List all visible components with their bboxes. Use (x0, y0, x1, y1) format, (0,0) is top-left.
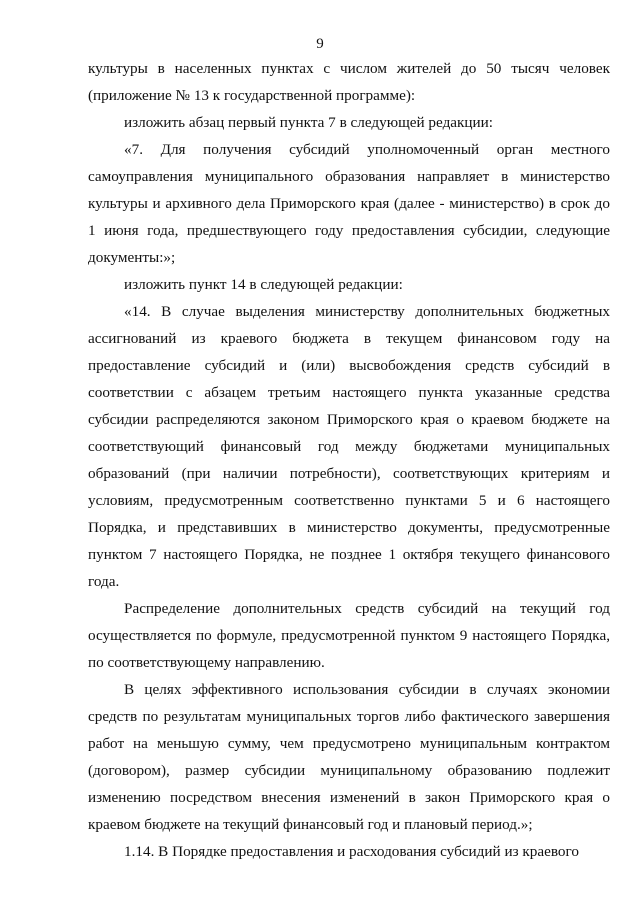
paragraph-efficiency: В целях эффективного использования субсидии в случаях экономии средств по результатам муниципальных торгов либо фактического завершения работ на меньшую сумму, чем предусмотрено муниципальным контрактом (договором), размер субсидии муниципальному образованию подлежит изменению посредством внесения изменений в закон Приморского края о краевом бюджете на текущий финансовый год и плановый период.»; (88, 681, 610, 833)
paragraph-continuation: культуры в населенных пунктах с числом жителей до 50 тысяч человек (приложение № 13 к государственной программе): (88, 60, 610, 104)
page-number: 9 (316, 36, 324, 52)
paragraph-amendment-point-14: изложить пункт 14 в следующей редакции: (124, 276, 403, 293)
document-body (88, 55, 610, 865)
paragraph-point-14-text: «14. В случае выделения министерству дополнительных бюджетных ассигнований из краевого бюджета в текущем финансовом году на предоставление субсидий и (или) высвобождения средств субсидий в соответствии с абзацем третьим настоящего пункта указанные средства субсидии распределяются законом Приморского края о краевом бюджете на соответствующий финансовый год между бюджетами муниципальных образований (при наличии потребности), соответствующих критериям и условиям, предусмотренным соответственно пунктами 5 и 6 настоящего Порядка, и представивших в министерство документы, предусмотренные пунктом 7 настоящего Порядка, не позднее 1 октября текущего финансового года. (88, 303, 610, 590)
paragraph-point-7-text: «7. Для получения субсидий уполномоченный орган местного самоуправления муниципального образования направляет в министерство культуры и архивного дела Приморского края (далее - министерство) в срок до 1 июня года, предшествующего году предоставления субсидии, следующие документы:»; (88, 141, 610, 266)
paragraph-distribution: Распределение дополнительных средств субсидий на текущий год осуществляется по формуле, предусмотренной пунктом 9 настоящего Порядка, по соответствующему направлению. (88, 600, 610, 671)
paragraph-1-14: 1.14. В Порядке предоставления и расходования субсидий из краевого (124, 843, 579, 860)
paragraph-amendment-point-7: изложить абзац первый пункта 7 в следующей редакции: (124, 114, 494, 131)
